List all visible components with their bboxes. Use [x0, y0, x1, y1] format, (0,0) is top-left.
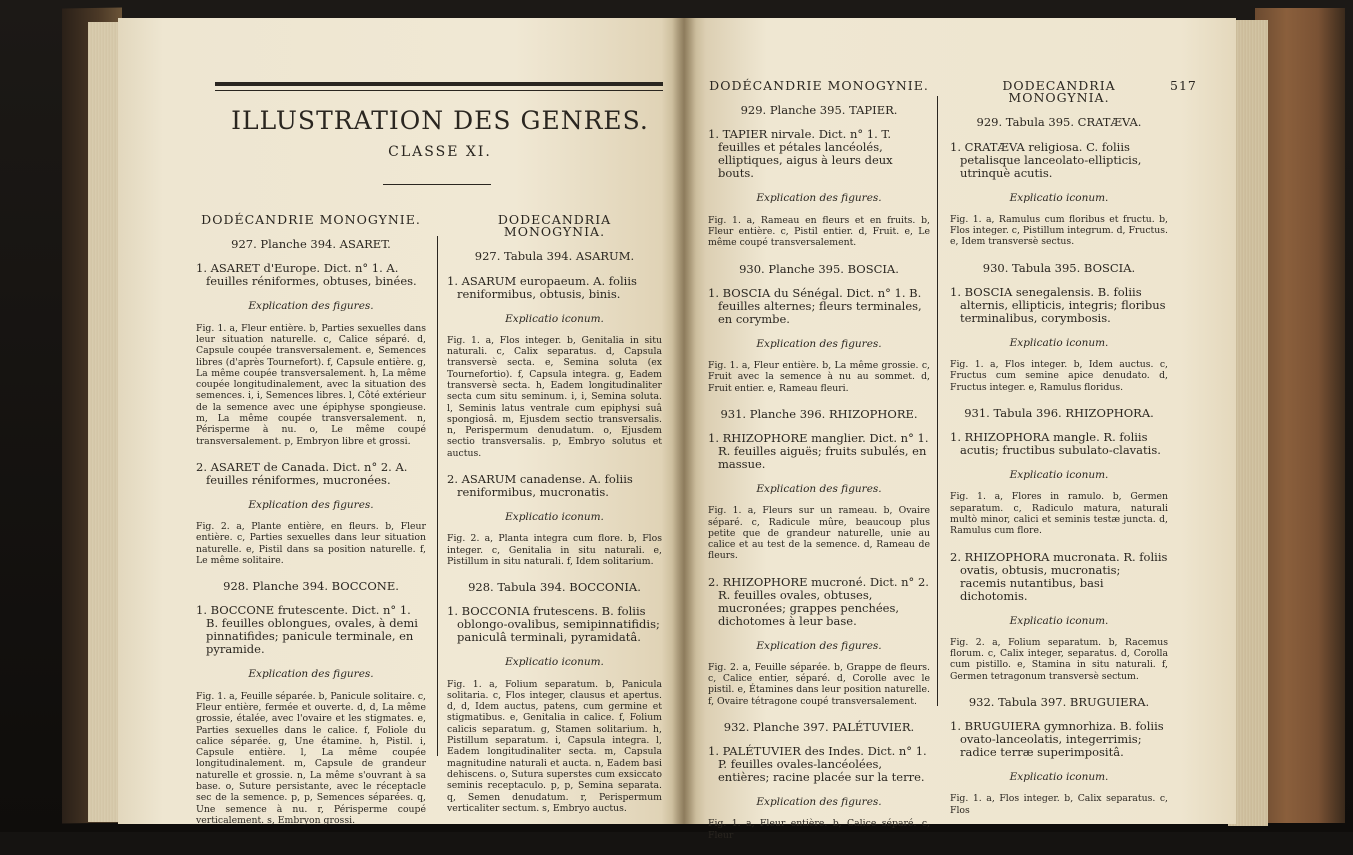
- explication-heading: Explicatio iconum.: [1009, 469, 1109, 482]
- main-title: ILLUSTRATION DES GENRES.: [231, 106, 649, 135]
- explication-heading: Explicatio iconum.: [505, 511, 604, 524]
- species-entry: 2. RHIZOPHORE mucroné. Dict. n° 2. R. feuilles ovales, obtuses, mucronées; grappes penchées, dichotomes à leur base.: [708, 574, 929, 628]
- species-entry: 1. CRATÆVA religiosa. C. foliis petalisque lanceolato-ellipticis, utrinquè acutis.: [950, 139, 1142, 180]
- figure-description: Fig. 2. a, Feuille séparée. b, Grappe de fleurs. c, Calice entier, séparé. d, Corolle avec le pistil. e, Étamines dans leur position naturelle. f, Ovaire tétragone coupé transversalement.: [708, 661, 930, 707]
- book-cover-right: [1255, 8, 1345, 823]
- figure-description: Fig. 2. a, Plante entière, en fleurs. b, Fleur entière. c, Parties sexuelles dans leur situation naturelle. e, Pistil dans sa position naturelle. f, Le même solitaire.: [196, 521, 426, 566]
- explication-heading: Explicatio iconum.: [505, 312, 604, 325]
- column-header: DODÉCANDRIE MONOGYNIE.: [709, 78, 929, 93]
- column-divider: [437, 236, 438, 756]
- explication-heading: Explicatio iconum.: [505, 656, 604, 669]
- explication-heading: Explicatio iconum.: [1009, 336, 1109, 349]
- explication-heading: Explication des figures.: [756, 192, 882, 205]
- figure-description: Fig. 1. a, Fleur entière. b, Calice séparé. c, Fleur: [708, 818, 930, 841]
- figure-description: Fig. 1. a, Fleur entière. b, La même grossie. c, Fruit avec la semence à nu au sommet. d, Fruit entier. e, Rameau fleuri.: [708, 359, 930, 394]
- genus-heading: 932. Planche 397. PALÉTUVIER.: [723, 720, 915, 735]
- species-entry: 1. BRUGUIERA gymnorhiza. B. foliis ovato-lanceolatis, integerrimis; radice terræ superimpositâ.: [950, 719, 1164, 760]
- figure-description: Fig. 1. a, Flores in ramulo. b, Germen separatum. c, Radiculo matura, naturali multò minor, calici et seminis testæ juncta. d, Ramulus cum flore.: [950, 491, 1168, 537]
- figure-description: Fig. 1. a, Fleurs sur un rameau. b, Ovaire séparé. c, Radicule mûre, beaucoup plus petite que de grandeur naturelle, unie au calice et au test de la semence. d, Rameau de fleurs.: [708, 505, 930, 562]
- figure-description: Fig. 1. a, Ramulus cum floribus et fructu. b, Flos integer. c, Pistillum integrum. d, Fructus. e, Idem transversè sectus.: [950, 213, 1168, 248]
- figure-description: Fig. 1. a, Fleur entière. b, Parties sexuelles dans leur situation naturelle. c, Calice séparé. d, Capsule coupée transversalement. e, Semences libres (d'après Tournefort). f, Capsule entière. g, La même coupée transversalement. h, La même coupée longitudinalement, avec la situation des semences. i, i, Semences libres. l, Côté extérieur de la semence avec une épiphyse spongieuse. m, La même coupée transversalement. n, Périsperme à nu. o, Le même coupé transversalement. p, Embryon libre et grossi.: [196, 322, 426, 447]
- genus-heading: 930. Planche 395. BOSCIA.: [739, 261, 899, 276]
- species-entry: 1. BOSCIA senegalensis. B. foliis alternis, ellipticis, integris; floribus terminalibus, corymbosis.: [950, 284, 1166, 325]
- species-entry: 1. RHIZOPHORA mangle. R. foliis acutis; fructibus subulato-clavatis.: [950, 430, 1161, 458]
- species-entry: 1. BOCCONIA frutescens. B. foliis oblongo-ovalibus, semipinnatifidis; paniculâ terminali, pyramidatâ.: [447, 604, 660, 645]
- genus-heading: 931. Tabula 396. RHIZOPHORA.: [964, 406, 1154, 420]
- genus-heading: 931. Planche 396. RHIZOPHORE.: [720, 406, 918, 421]
- figure-description: Fig. 1. a, Flos integer. b, Genitalia in situ naturali. c, Calix separatus. d, Capsula transversè secta. e, Semina soluta (ex Tournefortio). f, Capsula integra. g, Eadem transversè secta. h, Eadem longitudinaliter secta cum situ seminum. i, i, Semina soluta. l, Seminis latus ventrale cum epiphysi suâ spongiosâ. m, Ejusdem sectio transversalis. n, Perispermum denudatum. o, Ejusdem sectio transversalis. p, Embryo solutus et auctus.: [447, 334, 662, 459]
- book-gutter: [672, 18, 696, 824]
- figure-description: Fig. 2. a, Planta integra cum flore. b, Flos integer. c, Genitalia in situ naturali. e, Pistillum in situ naturali. f, Idem solitarium.: [447, 533, 662, 567]
- species-entry: 2. ASARUM canadense. A. foliis reniformibus, mucronatis.: [447, 472, 633, 500]
- species-entry: 1. PALÉTUVIER des Indes. Dict. n° 1. P. feuilles ovales-lancéolées, entières; racine placée sur la terre.: [708, 744, 927, 785]
- species-entry: 2. ASARET de Canada. Dict. n° 2. A. feuilles réniformes, mucronées.: [196, 459, 408, 487]
- explication-heading: Explicatio iconum.: [1009, 191, 1109, 204]
- title-rule-thin: [215, 90, 663, 91]
- explication-heading: Explication des figures.: [248, 498, 374, 511]
- figure-description: Fig. 1. a, Rameau en fleurs et en fruits. b, Fleur entière. c, Pistil entier. d, Fruit. e, Le même coupé transversalement.: [708, 214, 930, 249]
- figure-description: Fig. 2. a, Folium separatum. b, Racemus florum. c, Calix integer, separatus. d, Corolla cum pistillo. e, Stamina in situ naturali. f, Germen tetragonum transversè sectum.: [950, 636, 1168, 682]
- left-col-latin: [447, 214, 662, 828]
- genus-heading: 929. Tabula 395. CRATÆVA.: [976, 115, 1142, 130]
- species-entry: 1. ASARUM europaeum. A. foliis reniformibus, obtusis, binis.: [447, 273, 637, 301]
- explication-heading: Explicatio iconum.: [1009, 771, 1109, 784]
- explication-heading: Explication des figures.: [756, 483, 882, 495]
- species-entry: 1. TAPIER nirvale. Dict. n° 1. T. feuilles et pétales lancéolés, elliptiques, aigus à leurs deux bouts.: [708, 127, 893, 181]
- right-col-french: [708, 80, 930, 855]
- class-title: CLASSE XI.: [388, 144, 492, 160]
- title-divider: [383, 184, 491, 185]
- figure-description: Fig. 1. a, Flos integer. b, Calix separatus. c, Flos: [950, 793, 1168, 816]
- column-header: DODECANDRIA MONOGYNIA.: [497, 212, 612, 240]
- species-entry: 1. RHIZOPHORE manglier. Dict. n° 1. R. feuilles aiguës; fruits subulés, en massue.: [708, 431, 929, 471]
- page-number: 517: [1170, 78, 1197, 93]
- genus-heading: 927. Planche 394. ASARET.: [231, 237, 391, 252]
- explication-heading: Explication des figures.: [756, 796, 882, 809]
- species-entry: 1. BOSCIA du Sénégal. Dict. n° 1. B. feuilles alternes; fleurs terminales, en corymbe.: [708, 285, 922, 326]
- genus-heading: 929. Planche 395. TAPIER.: [740, 103, 898, 118]
- explication-heading: Explication des figures.: [248, 668, 374, 681]
- genus-heading: 932. Tabula 397. BRUGUIERA.: [968, 694, 1150, 709]
- figure-description: Fig. 1. a, Flos integer. b, Idem auctus. c, Fructus cum semine apice denudato. d, Fructus integer. e, Ramulus floridus.: [950, 359, 1168, 393]
- left-col-french: [196, 214, 426, 840]
- explication-heading: Explication des figures.: [756, 337, 882, 350]
- species-entry: 2. RHIZOPHORA mucronata. R. foliis ovatis, obtusis, mucronatis; racemis nutantibus, basi dichotomis.: [950, 549, 1168, 603]
- figure-description: Fig. 1. a, Feuille séparée. b, Panicule solitaire. c, Fleur entière, fermée et ouverte. d, d, La même grossie, étalée, avec l'ovaire et les stigmates. e, Parties sexuelles dans le calice. f, Foliole du calice séparée. g, Une étamine. h, Pistil. i, Capsule entière. l, La même coupée longitudinalement. m, Capsule de grandeur naturelle et grossie. n, La même s'ouvrant à sa base. o, Suture persistante, avec le réceptacle sec de la semence. p, p, Semences séparées. q, Une semence à nu. r, Périsperme coupé verticalement. s, Embryon grossi.: [196, 690, 426, 826]
- explication-heading: Explication des figures.: [248, 300, 374, 313]
- right-col-latin: [950, 80, 1168, 830]
- genus-heading: 928. Tabula 394. BOCCONIA.: [468, 580, 641, 595]
- genus-heading: 927. Tabula 394. ASARUM.: [474, 249, 635, 264]
- species-entry: 1. BOCCONE frutescente. Dict. n° 1. B. feuilles oblongues, ovales, à demi pinnatifides; panicule terminale, en pyramide.: [196, 603, 418, 657]
- column-header: DODECANDRIA MONOGYNIA.: [1002, 78, 1116, 106]
- genus-heading: 928. Planche 394. BOCCONE.: [223, 579, 399, 594]
- explication-heading: Explicatio iconum.: [1009, 614, 1109, 627]
- column-divider: [937, 96, 938, 706]
- column-header: DODÉCANDRIE MONOGYNIE.: [201, 212, 421, 227]
- explication-heading: Explication des figures.: [756, 639, 882, 652]
- figure-description: Fig. 1. a, Folium separatum. b, Panicula solitaria. c, Flos integer, clausus et apertus. d, d, Idem auctus, patens, cum germine et stigmatibus. e, Genitalia in calice. f, Folium calicis separatum. g, Stamen solitarium. h, Pistillum separatum. i, Capsula integra. l, Eadem longitudinaliter secta. m, Capsula magnitudine naturali et aucta. n, Eadem basi dehiscens. o, Sutura superstes cum exsiccato seminis receptaculo. p, p, Semina separata. q, Semen denudatum. r, Perispermum verticaliter sectum. s, Embryo auctus.: [447, 678, 662, 814]
- genus-heading: 930. Tabula 395. BOSCIA.: [982, 260, 1136, 275]
- title-rule-thick: [215, 82, 663, 86]
- species-entry: 1. ASARET d'Europe. Dict. n° 1. A. feuilles réniformes, obtuses, binées.: [196, 261, 417, 289]
